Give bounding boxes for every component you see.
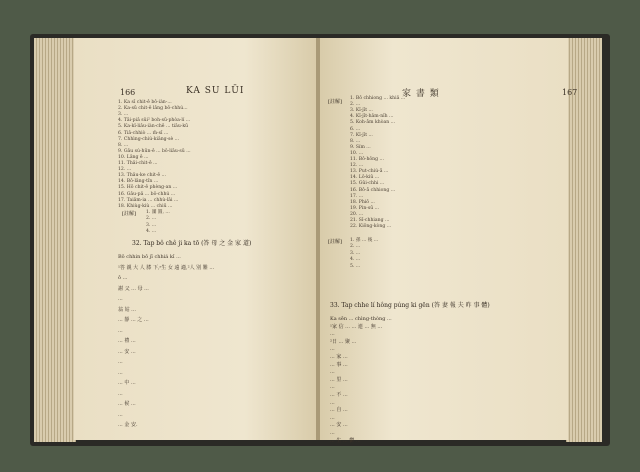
list-line: 3. ... xyxy=(118,112,129,118)
list-line: 4. Tāi-piâ sûi² boh-sū-phòa-lí ... xyxy=(118,118,191,124)
paragraph-line: ... 靜 ... 之 ... xyxy=(118,317,149,323)
paragraph-line: Ka sēn ... chìng-thòng ... xyxy=(330,316,392,322)
list-line: 15. Hō chit-ê phèng-an ... xyxy=(118,185,178,191)
right-page-edges xyxy=(566,38,602,442)
list-line: 5. Ka-kî-liâu-iàn-chē ... tiāu-kū xyxy=(118,124,189,130)
list-line: 7. Chhìng-chiú-kiâng-sè ... xyxy=(118,136,180,142)
list-line: 10. ... xyxy=(350,150,364,156)
note-line: 1. 孫 ... 後 ... xyxy=(350,238,379,243)
list-line: 14. Bô-lâng-tîn ... xyxy=(118,179,159,185)
note-line: 2. ... xyxy=(146,216,157,222)
paragraph-line: ... xyxy=(118,390,123,397)
paragraph-line: ... xyxy=(330,414,335,421)
paragraph-line: ... xyxy=(118,296,123,302)
left-page-edges xyxy=(34,38,76,442)
list-line: 17. ... xyxy=(350,193,364,199)
note-line: 4. ... xyxy=(146,229,157,235)
paragraph-line: ... xyxy=(330,331,335,338)
paragraph-line: ... 家 ... xyxy=(330,354,348,360)
list-line: 1. Bô chhiong ... khiâ ... xyxy=(350,96,406,101)
note-line: 4. ... xyxy=(350,257,361,263)
paragraph-line: ¹家 信 ... ... 連 ... 無 ... xyxy=(330,323,383,330)
paragraph-line: ... 禮 ... xyxy=(118,338,136,344)
list-line: 18. Khiùg-kiù ... chiū ... xyxy=(118,203,173,209)
list-line: 8. ... xyxy=(350,138,361,144)
list-line: 15. Gûi-chhi ... xyxy=(350,181,385,187)
list-line: 4. Kî-jīt-hâm-nîh ... xyxy=(350,114,394,120)
list-line: 6. Tiâ-chhiò ... m̄-sī ... xyxy=(118,130,169,136)
paragraph-line: ²日 ... 聚 ... xyxy=(330,338,357,345)
paragraph-line: ... 自 ... xyxy=(330,407,348,414)
paragraph-line: ... 金 安. xyxy=(118,422,138,428)
right-note-label: [註解] xyxy=(328,99,342,105)
paragraph-line: ... xyxy=(118,359,123,365)
note-line: 3. ... xyxy=(350,250,361,256)
list-line: 20. ... xyxy=(350,211,364,217)
right-page-number: 167 xyxy=(562,88,578,97)
list-line: 21. Sî-chhiang ... xyxy=(350,218,390,223)
paragraph-line: ... 里 ... xyxy=(330,376,348,383)
list-line: 6. ... xyxy=(350,126,361,132)
paragraph-line: ... xyxy=(118,327,123,334)
list-line: 22. Kiōng-kòng ... xyxy=(350,224,392,230)
paragraph-line: ... xyxy=(118,369,123,376)
list-line: 7. Kî-jīt ... xyxy=(350,132,373,138)
list-line: 1. Ka sī chit-ê bô-iàn-... xyxy=(118,100,172,105)
left-note-label: [註解] xyxy=(122,211,136,217)
paragraph-line: 翁 姑 ... xyxy=(118,306,136,313)
paragraph-line: ... 候 ... xyxy=(118,401,136,407)
paragraph-line: ... xyxy=(330,346,335,353)
list-line: 16. Gâu-pâ ... bô-chhú ... xyxy=(118,191,176,197)
list-line: 2. ... xyxy=(350,102,361,108)
list-line: 14. Lô-kiû ... xyxy=(350,175,380,181)
list-line: 16. Bô-ǎ chhiong ... xyxy=(350,187,396,193)
left-running-head: KA SU LŪI xyxy=(186,86,245,96)
note-line: 1. 團 圓, ... xyxy=(146,210,170,215)
list-line: 8. ... xyxy=(118,142,129,148)
list-line: 12. ... xyxy=(350,163,364,169)
list-line: 9. Gâu sú-hūn-ê ... bô-liāu-sū ... xyxy=(118,148,191,154)
list-line: 19. Pin-sū ... xyxy=(350,205,379,211)
paragraph-line: ... xyxy=(330,430,335,436)
paragraph-line: 謝 父 ... 母 ... xyxy=(118,285,149,292)
note-line: 3. ... xyxy=(146,222,157,228)
note-line: 2. ... xyxy=(350,244,361,250)
paragraph-line: Bô chhin bô jī chhiá kî ... xyxy=(118,254,181,260)
paragraph-line: ... 安 ... xyxy=(118,348,136,355)
paragraph-line: ... 安 ... xyxy=(330,422,348,429)
paragraph-line: ... 中 ... xyxy=(118,380,136,386)
right-section-title: 33. Tap chhe lí hông púng ki gēn (答 妻 報 夫 昨 事 體) xyxy=(330,302,490,309)
paragraph-line: ǒ ... xyxy=(118,275,128,281)
left-section-title: 32. Tap bô chê ji ka tō (答 母 之 金 家 道) xyxy=(132,240,252,247)
right-running-head: 家 書 類 xyxy=(402,89,440,99)
list-line: 13. Thâu-ke chit-ê ... xyxy=(118,173,166,179)
paragraph-line: ... xyxy=(118,411,123,418)
paragraph-line: ... 事 ... xyxy=(330,361,348,368)
list-line: 17. Taiâm-ia ... chhù-lāi ... xyxy=(118,197,179,203)
paragraph-line: ... xyxy=(330,384,335,391)
list-line: 11. Thâi-chit-ê ... xyxy=(118,161,158,166)
list-line: 2. Ka-sū chit-ê lâng bô-chhú... xyxy=(118,106,188,112)
right-note2-label: [註解] xyxy=(328,239,342,245)
list-line: 12. ... xyxy=(118,167,132,173)
note-line: 5. ... xyxy=(350,263,361,269)
paragraph-line: ... xyxy=(330,369,335,376)
gutter xyxy=(316,38,320,440)
list-line: 9. Sím ... xyxy=(350,144,371,150)
paragraph-line: ¹答 親 大 人 膝 下,ˢ生 女 遠 適,²人 別 難 ... xyxy=(118,264,215,271)
list-line: 11. Bô-hông ... xyxy=(350,157,384,162)
list-line: 5. Koh-ǎm khòan ... xyxy=(350,120,396,126)
list-line: 13. Put-chiú-ǎ ... xyxy=(350,169,389,175)
list-line: 3. Kî-jīt ... xyxy=(350,108,373,114)
paragraph-line: ... xyxy=(330,399,335,406)
left-page-number: 166 xyxy=(120,88,136,97)
list-line: 18. Phiō ... xyxy=(350,199,375,205)
paragraph-line: ... 不 ... xyxy=(330,392,348,398)
list-line: 10. Lâng ê ... xyxy=(118,154,149,160)
paragraph-line: ... 生 ... 鬱 ... xyxy=(330,437,361,444)
